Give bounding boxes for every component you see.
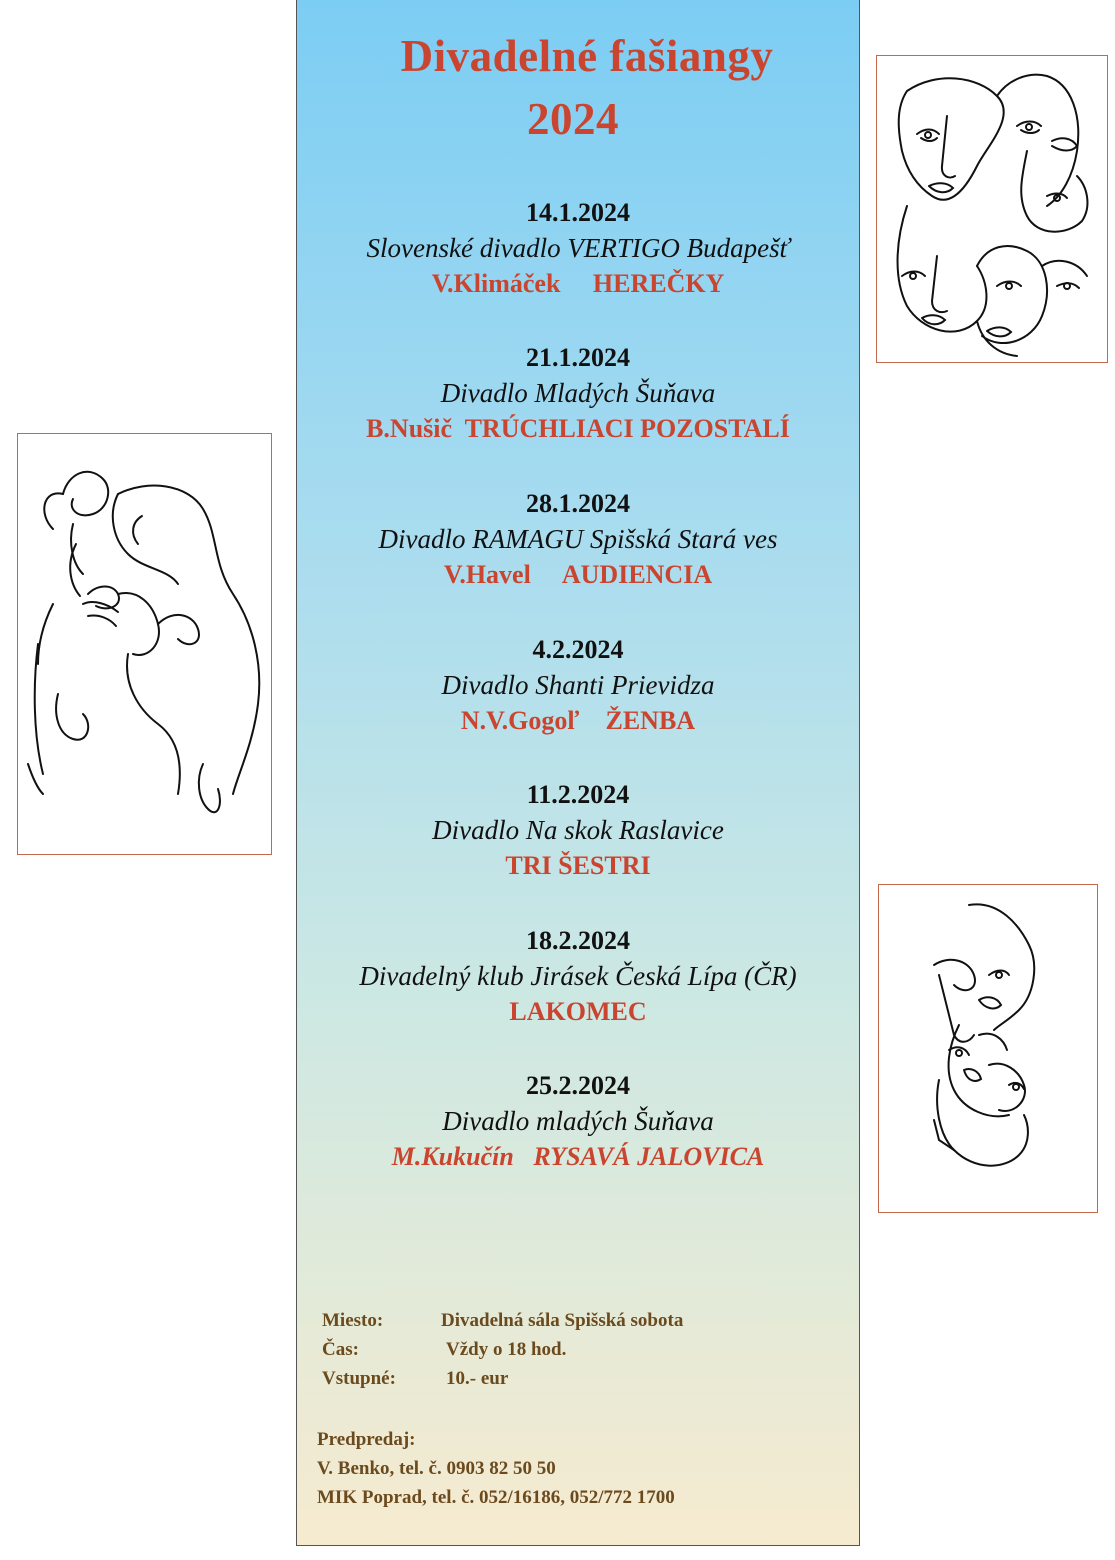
- event-venue: Divadlo mladých Šuňava: [442, 1106, 714, 1136]
- two-faces-illustration: [878, 884, 1098, 1213]
- event-play: M.Kukučín RYSAVÁ JALOVICA: [391, 1142, 765, 1171]
- poster-year: 2024: [527, 94, 619, 144]
- info-place: [322, 1306, 822, 1335]
- event-play: LAKOMEC: [509, 997, 647, 1026]
- presale-line: V. Benko, tel. č. 0903 82 50 50: [317, 1458, 556, 1479]
- info-label: Miesto:: [322, 1310, 384, 1331]
- event-date: 4.2.2024: [532, 635, 624, 664]
- poster-title: Divadelné fašiangy: [400, 31, 774, 81]
- info-time: [322, 1335, 822, 1364]
- event-item: [297, 196, 859, 302]
- event-date: 21.1.2024: [526, 343, 630, 372]
- faces-line-art-icon: [877, 56, 1107, 362]
- couple-line-art-icon: [18, 434, 271, 854]
- event-play: V.Klimáček HEREČKY: [431, 269, 725, 298]
- event-venue: Divadlo RAMAGU Spišská Stará ves: [378, 524, 778, 554]
- event-venue: Divadlo Mladých Šuňava: [440, 378, 716, 408]
- event-item: [297, 633, 859, 739]
- event-item: [297, 778, 859, 884]
- event-play: TRI ŠESTRI: [505, 851, 651, 880]
- event-date: 11.2.2024: [526, 780, 630, 809]
- presale-block: [317, 1425, 675, 1512]
- event-item: [297, 487, 859, 593]
- event-play: B.Nušič TRÚCHLIACI POZOSTALÍ: [366, 414, 790, 443]
- info-value: 10.- eur: [446, 1368, 509, 1389]
- presale-heading: Predpredaj:: [317, 1429, 416, 1450]
- couple-illustration: [17, 433, 272, 855]
- event-item: [297, 1069, 859, 1175]
- info-entry: [322, 1364, 822, 1393]
- event-date: 28.1.2024: [526, 489, 630, 518]
- event-play: N.V.Gogoľ ŽENBA: [460, 706, 696, 735]
- event-item: [297, 924, 859, 1030]
- poster-column: [296, 0, 860, 1546]
- event-date: 25.2.2024: [526, 1071, 630, 1100]
- faces-illustration: [876, 55, 1108, 363]
- presale-line: MIK Poprad, tel. č. 052/16186, 052/772 1700: [317, 1487, 675, 1508]
- event-venue: Divadlo Shanti Prievidza: [441, 670, 715, 700]
- event-play: V.Havel AUDIENCIA: [443, 560, 713, 589]
- info-value: Vždy o 18 hod.: [446, 1339, 567, 1360]
- event-info: [322, 1306, 822, 1393]
- event-venue: Slovenské divadlo VERTIGO Budapešť: [366, 233, 790, 263]
- event-item: [297, 341, 859, 447]
- info-label: Vstupné:: [322, 1368, 396, 1389]
- two-faces-line-art-icon: [879, 885, 1097, 1212]
- event-venue: Divadlo Na skok Raslavice: [432, 815, 724, 845]
- event-date: 14.1.2024: [526, 198, 630, 227]
- info-label: Čas:: [322, 1339, 359, 1360]
- event-date: 18.2.2024: [526, 926, 630, 955]
- info-value: Divadelná sála Spišská sobota: [441, 1310, 684, 1331]
- event-venue: Divadelný klub Jirásek Česká Lípa (ČR): [359, 961, 797, 991]
